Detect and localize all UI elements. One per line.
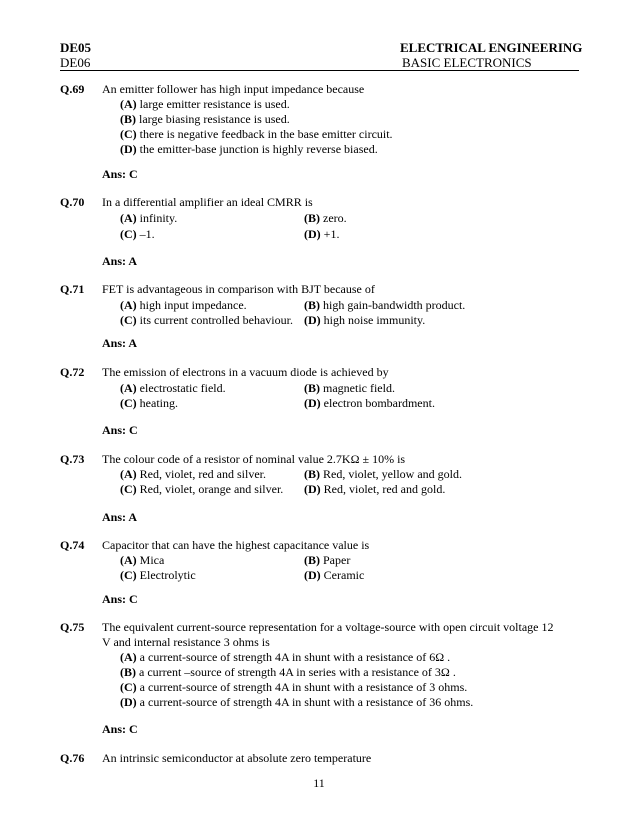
question-number: Q.76 <box>60 751 85 765</box>
option-d <box>304 482 445 497</box>
option-text: the emitter-base junction is highly reverse biased. <box>136 142 378 156</box>
option-key: (C) <box>120 568 137 582</box>
subject-title-1: ELECTRICAL ENGINEERING <box>400 40 583 55</box>
option-key: (D) <box>304 313 321 327</box>
question-text-line-1: The equivalent current-source representation for a voltage-source with open circuit voltage 12 <box>102 620 554 634</box>
question-text: The colour code of a resistor of nominal value 2.7KΩ ± 10% is <box>102 452 406 466</box>
option-key: (B) <box>304 211 320 225</box>
question-number: Q.74 <box>60 538 85 552</box>
option-key: (A) <box>120 467 137 481</box>
option-key: (D) <box>120 695 137 709</box>
option-c <box>120 680 467 695</box>
answer-label: Ans: C <box>102 592 138 606</box>
answer-label: Ans: A <box>102 510 138 524</box>
option-key: (D) <box>304 482 321 496</box>
option-text: Red, violet, yellow and gold. <box>320 467 462 481</box>
option-text: high input impedance. <box>136 298 247 312</box>
option-key: (C) <box>120 680 137 694</box>
option-text: +1. <box>320 227 340 241</box>
option-text: there is negative feedback in the base emitter circuit. <box>136 127 393 141</box>
answer-label: Ans: C <box>102 722 138 736</box>
option-a <box>120 97 290 112</box>
option-b <box>304 553 350 568</box>
option-key: (B) <box>304 553 320 567</box>
answer-label: Ans: C <box>102 423 138 437</box>
option-key: (B) <box>304 381 320 395</box>
option-a <box>120 467 266 482</box>
option-key: (B) <box>120 665 136 679</box>
question-text: The emission of electrons in a vacuum diode is achieved by <box>102 365 389 379</box>
option-key: (A) <box>120 211 137 225</box>
option-d <box>304 313 425 328</box>
option-text: high gain-bandwidth product. <box>320 298 466 312</box>
question-text: An emitter follower has high input impedance because <box>102 82 365 96</box>
option-key: (A) <box>120 381 137 395</box>
option-text: magnetic field. <box>320 381 395 395</box>
option-text: electrostatic field. <box>136 381 226 395</box>
question-text: Capacitor that can have the highest capacitance value is <box>102 538 370 552</box>
question-number: Q.72 <box>60 365 85 379</box>
answer-label: Ans: A <box>102 254 138 268</box>
option-b <box>120 665 456 680</box>
option-key: (D) <box>304 568 321 582</box>
option-c <box>120 396 178 411</box>
header-rule <box>60 70 579 71</box>
option-text: heating. <box>136 396 178 410</box>
option-key: (B) <box>120 112 136 126</box>
question-text: In a differential amplifier an ideal CMRR is <box>102 195 313 209</box>
question-text: FET is advantageous in comparison with BJT because of <box>102 282 375 296</box>
option-key: (B) <box>304 298 320 312</box>
option-b <box>304 211 347 226</box>
option-text: Red, violet, red and silver. <box>136 467 266 481</box>
question-number: Q.73 <box>60 452 85 466</box>
option-text: –1. <box>136 227 155 241</box>
option-text: large emitter resistance is used. <box>136 97 290 111</box>
answer-label: Ans: C <box>102 167 138 181</box>
option-key: (D) <box>304 227 321 241</box>
option-text: its current controlled behaviour. <box>136 313 293 327</box>
option-d <box>304 568 364 583</box>
question-number: Q.75 <box>60 620 85 634</box>
option-d <box>304 227 339 242</box>
course-code-2: DE06 <box>60 55 91 70</box>
option-a <box>120 211 177 226</box>
option-c <box>120 127 393 142</box>
option-b <box>120 112 290 127</box>
option-text: Red, violet, orange and silver. <box>136 482 284 496</box>
subject-title-2: BASIC ELECTRONICS <box>402 55 532 70</box>
option-text: infinity. <box>136 211 178 225</box>
option-b <box>304 298 465 313</box>
option-key: (C) <box>120 396 137 410</box>
option-b <box>304 381 395 396</box>
option-d <box>120 695 473 710</box>
option-text: Ceramic <box>320 568 365 582</box>
page-number: 11 <box>313 776 325 790</box>
option-d <box>304 396 435 411</box>
option-a <box>120 381 226 396</box>
question-text: An intrinsic semiconductor at absolute zero temperature <box>102 751 372 765</box>
option-key: (A) <box>120 97 137 111</box>
option-text: large biasing resistance is used. <box>136 112 290 126</box>
option-key: (C) <box>120 313 137 327</box>
option-text: a current-source of strength 4A in shunt with a resistance of 3 ohms. <box>136 680 468 694</box>
answer-label: Ans: A <box>102 336 138 350</box>
question-number: Q.69 <box>60 82 85 96</box>
option-text: zero. <box>320 211 347 225</box>
option-text: Electrolytic <box>136 568 196 582</box>
option-text: a current-source of strength 4A in shunt with a resistance of 6Ω . <box>136 650 451 664</box>
option-key: (C) <box>120 127 137 141</box>
option-b <box>304 467 462 482</box>
option-text: high noise immunity. <box>320 313 426 327</box>
question-number: Q.71 <box>60 282 85 296</box>
option-d <box>120 142 378 157</box>
option-key: (A) <box>120 650 137 664</box>
option-c <box>120 227 155 242</box>
option-c <box>120 313 293 328</box>
option-key: (D) <box>304 396 321 410</box>
option-key: (D) <box>120 142 137 156</box>
option-a <box>120 298 247 313</box>
option-key: (A) <box>120 298 137 312</box>
option-text: Mica <box>136 553 165 567</box>
option-a <box>120 650 450 665</box>
course-code-1: DE05 <box>60 40 92 55</box>
question-number: Q.70 <box>60 195 85 209</box>
question-text-line-2: V and internal resistance 3 ohms is <box>102 635 270 649</box>
option-text: a current –source of strength 4A in series with a resistance of 3Ω . <box>136 665 456 679</box>
option-text: electron bombardment. <box>320 396 435 410</box>
option-text: Paper <box>320 553 351 567</box>
option-c <box>120 482 283 497</box>
option-text: a current-source of strength 4A in shunt with a resistance of 36 ohms. <box>136 695 474 709</box>
option-text: Red, violet, red and gold. <box>320 482 446 496</box>
option-key: (B) <box>304 467 320 481</box>
option-key: (A) <box>120 553 137 567</box>
option-key: (C) <box>120 482 137 496</box>
option-key: (C) <box>120 227 137 241</box>
option-c <box>120 568 196 583</box>
option-a <box>120 553 164 568</box>
